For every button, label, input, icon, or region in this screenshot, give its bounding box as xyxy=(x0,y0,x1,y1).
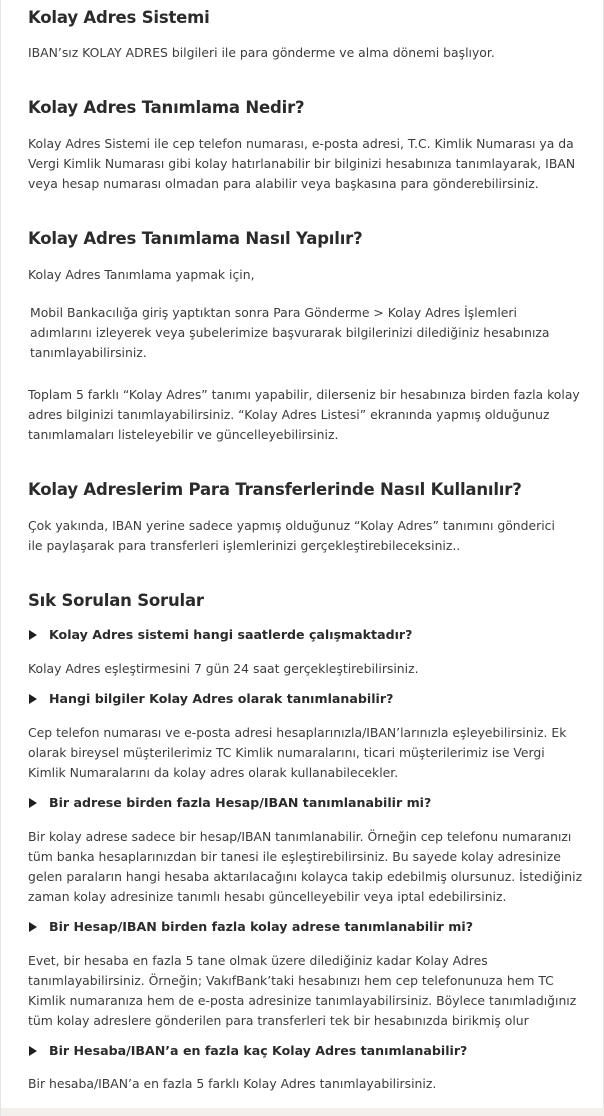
caret-right-icon xyxy=(29,1046,37,1056)
faq-question-4[interactable] xyxy=(28,919,473,934)
section-title-what: Kolay Adres Tanımlama Nedir? xyxy=(28,98,305,117)
faq-answer-2: Cep telefon numarası ve e-posta adresi hesaplarınızla/IBAN’larınızla eşleyebilirsiniz. Ek olarak bireysel müşterilerimiz TC Kimlik numaralarını, ticari müşterilerimiz ise Vergi Kimlik Numaralarını da kolay adres olarak kullanabilecekler. xyxy=(28,725,567,780)
faq-question-3[interactable] xyxy=(28,795,431,810)
section-title-use: Kolay Adreslerim Para Transferlerinde Nasıl Kullanılır? xyxy=(28,480,522,499)
section-title-how: Kolay Adres Tanımlama Nasıl Yapılır? xyxy=(28,229,363,248)
section-text-intro: IBAN’sız KOLAY ADRES bilgileri ile para gönderme ve alma dönemi başlıyor. xyxy=(28,45,495,60)
section-text-how-step: Mobil Bankacılığa giriş yaptıktan sonra Para Gönderme > Kolay Adres İşlemleri adımlarını izleyerek veya şubelerimize başvurarak bilgilerinizi dilediğiniz hesabınıza tanımlayabilirsiniz. xyxy=(30,305,550,360)
caret-right-icon xyxy=(29,798,37,808)
faq-question-1[interactable] xyxy=(28,627,412,642)
footer-strip xyxy=(1,1108,604,1116)
caret-right-icon xyxy=(29,694,37,704)
faq-question-label: Hangi bilgiler Kolay Adres olarak tanımlanabilir? xyxy=(49,691,394,706)
section-text-how-note: Toplam 5 farklı “Kolay Adres” tanımı yapabilir, dilerseniz bir hesabınıza birden fazla kolay adres bilginizi tanımlayabilirsiniz. “Kolay Adres Listesi” ekranında yapmış olduğunuz tanımlamaları listeleyebilir ve güncelleyebilirsiniz. xyxy=(28,387,580,442)
section-text-what: Kolay Adres Sistemi ile cep telefon numarası, e-posta adresi, T.C. Kimlik Numarası ya da Vergi Kimlik Numarası gibi kolay hatırlanabilir bir bilginizi hesabınıza tanımlayarak, IBAN veya hesap numarası olmadan para alabilir veya başkasına para gönderebilirsiniz. xyxy=(28,136,576,191)
section-text-use: Çok yakında, IBAN yerine sadece yapmış olduğunuz “Kolay Adres” tanımını gönderici ile paylaşarak para transferleri işlemlerinizi gerçekleştirebileceksiniz.. xyxy=(28,518,555,553)
faq-question-2[interactable] xyxy=(28,691,393,706)
caret-right-icon xyxy=(29,630,37,640)
faq-question-5[interactable] xyxy=(28,1043,467,1058)
faq-title: Sık Sorulan Sorular xyxy=(28,591,204,610)
faq-question-label: Kolay Adres sistemi hangi saatlerde çalışmaktadır? xyxy=(49,627,413,642)
faq-answer-3: Bir kolay adrese sadece bir hesap/IBAN tanımlanabilir. Örneğin cep telefonu numaranızı tüm banka hesaplarınızdan bir tanesi ile eşleştirebilirsiniz. Bu sayede kolay adresinize gelen paraların hangi hesaba aktarılacağını kolayca takip edebilmiş olursunuz. İstediğiniz zaman kolay adresinize tanımlı hesabı güncelleyebilir veya iptal edebilirsiniz. xyxy=(28,829,583,904)
faq-answer-4: Evet, bir hesaba en fazla 5 tane olmak üzere dilediğiniz kadar Kolay Adres tanımlayabilirsiniz. Örneğin; VakıfBank’taki hesabınızı hem cep telefonunuza hem TC Kimlik numaranıza hem de e-posta adresinize tanımlayabilirsiniz. Böylece tanımladığınız tüm kolay adreslere gönderilen para transferleri tek bir hesabınızda birikmiş olur xyxy=(28,953,577,1028)
faq-answer-5: Bir hesaba/IBAN’a en fazla 5 farklı Kolay Adres tanımlayabilirsiniz. xyxy=(28,1076,437,1091)
caret-right-icon xyxy=(29,922,37,932)
faq-question-label: Bir Hesaba/IBAN’a en fazla kaç Kolay Adres tanımlanabilir? xyxy=(49,1043,468,1058)
section-title-intro: Kolay Adres Sistemi xyxy=(28,8,210,27)
faq-question-label: Bir adrese birden fazla Hesap/IBAN tanımlanabilir mi? xyxy=(49,795,432,810)
section-text-how-lead: Kolay Adres Tanımlama yapmak için, xyxy=(28,267,255,282)
faq-answer-1: Kolay Adres eşleştirmesini 7 gün 24 saat gerçekleştirebilirsiniz. xyxy=(28,661,419,676)
faq-question-label: Bir Hesap/IBAN birden fazla kolay adrese tanımlanabilir mi? xyxy=(49,919,474,934)
